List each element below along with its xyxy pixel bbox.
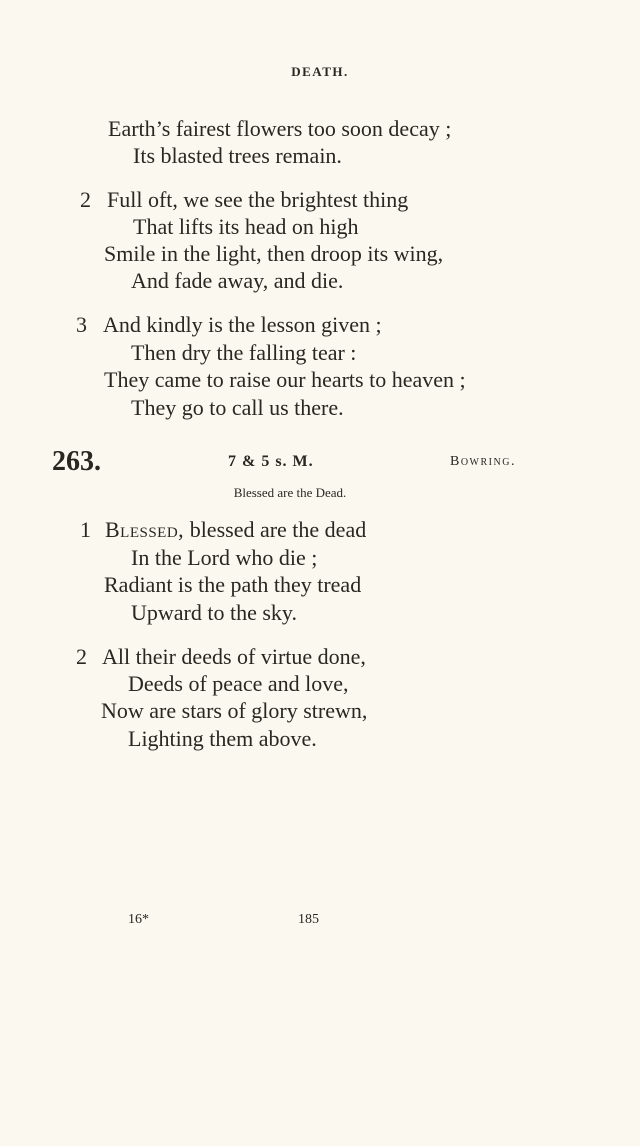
continuation-line-1: Earth’s fairest flowers too soon decay ;: [108, 116, 452, 141]
page-number: 185: [298, 912, 319, 927]
verse-line: Now are stars of glory strewn,: [101, 698, 368, 723]
verse-line: Radiant is the path they tread: [104, 572, 362, 597]
verse-line: They go to call us there.: [131, 395, 344, 420]
running-head: DEATH.: [291, 64, 349, 79]
continuation-line-2: Its blasted trees remain.: [133, 143, 342, 168]
verse-line: And fade away, and die.: [131, 268, 344, 293]
verse-line: [105, 519, 366, 541]
verse-first-word: Blessed,: [105, 517, 185, 542]
verse-number: 3: [76, 312, 87, 337]
verse-number: 2: [80, 187, 91, 212]
verse-number: 2: [76, 644, 87, 669]
verse-line: Lighting them above.: [128, 726, 317, 751]
hymn-title: Blessed are the Dead.: [233, 485, 347, 500]
verse-line: That lifts its head on high: [133, 214, 359, 239]
signature-mark: 16*: [128, 912, 149, 927]
verse-number: 1: [80, 517, 91, 542]
hymn-meter: 7 & 5 s. M.: [228, 453, 314, 470]
verse-line: Deeds of peace and love,: [128, 671, 349, 696]
verse-line: Then dry the falling tear :: [131, 340, 357, 365]
verse-line: And kindly is the lesson given ;: [103, 312, 382, 337]
verse-line: In the Lord who die ;: [131, 545, 318, 570]
verse-line: All their deeds of virtue done,: [102, 644, 366, 669]
hymn-number: 263.: [52, 446, 101, 477]
verse-line: Upward to the sky.: [131, 600, 297, 625]
verse-line: Smile in the light, then droop its wing,: [104, 241, 444, 266]
verse-line-rest: blessed are the dead: [189, 517, 367, 542]
verse-line: They came to raise our hearts to heaven ;: [104, 367, 466, 392]
hymn-author: Bowring.: [450, 454, 516, 469]
verse-line: Full oft, we see the brightest thing: [107, 187, 409, 212]
